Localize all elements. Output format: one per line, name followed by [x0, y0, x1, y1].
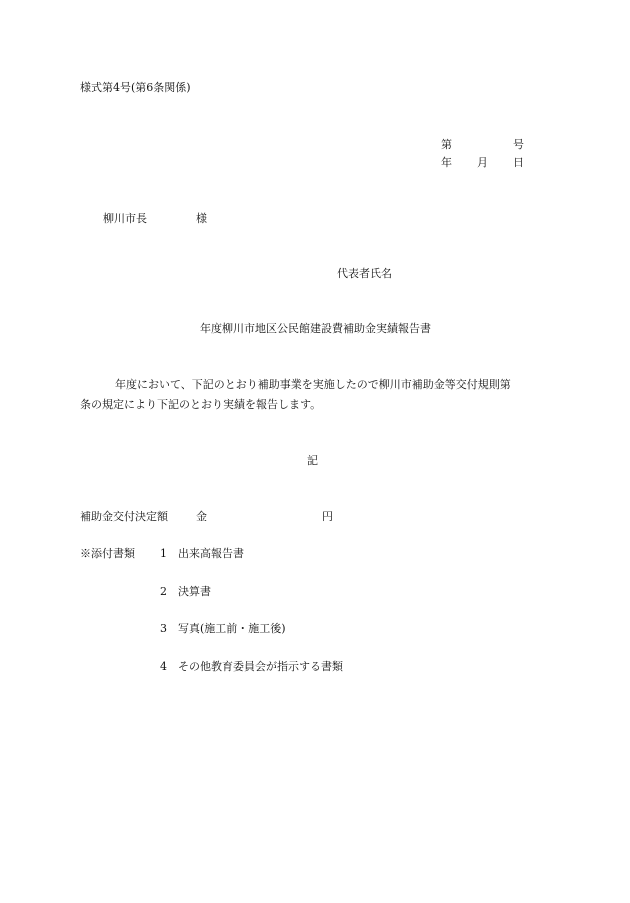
- attachment-item: その他教育委員会が指示する書類: [178, 660, 343, 673]
- grant-amount-kin: 金: [196, 510, 207, 523]
- attachment-item: 出来高報告書: [178, 547, 244, 560]
- report-title: 年度柳川市地区公民館建設費補助金実績報告書: [200, 322, 431, 335]
- grant-amount-label: 補助金交付決定額: [80, 510, 168, 523]
- ki-heading: 記: [307, 454, 318, 467]
- attachment-number: 2: [160, 585, 167, 598]
- document-number-label: 第: [441, 138, 452, 151]
- body-text-line-1: 年度において、下記のとおり補助事業を実施したので柳川市補助金等交付規則第: [115, 378, 511, 391]
- date-year-label: 年: [441, 156, 452, 169]
- attachments-label: ※添付書類: [80, 547, 135, 560]
- document-number-suffix: 号: [513, 138, 524, 151]
- grant-amount-yen: 円: [322, 510, 333, 523]
- addressee-name: 柳川市長: [103, 212, 147, 225]
- addressee-honorific: 様: [196, 212, 207, 225]
- date-month-label: 月: [477, 156, 488, 169]
- attachment-number: 3: [160, 622, 167, 635]
- attachment-item: 写真(施工前・施工後): [178, 622, 286, 635]
- body-text-line-2: 条の規定により下記のとおり実績を報告します。: [80, 398, 322, 411]
- attachment-number: 4: [160, 660, 167, 673]
- date-day-label: 日: [513, 156, 524, 169]
- representative-name-label: 代表者氏名: [337, 267, 392, 280]
- attachment-item: 決算書: [178, 585, 211, 598]
- attachment-number: 1: [160, 547, 167, 560]
- form-number: 様式第4号(第6条関係): [80, 81, 191, 94]
